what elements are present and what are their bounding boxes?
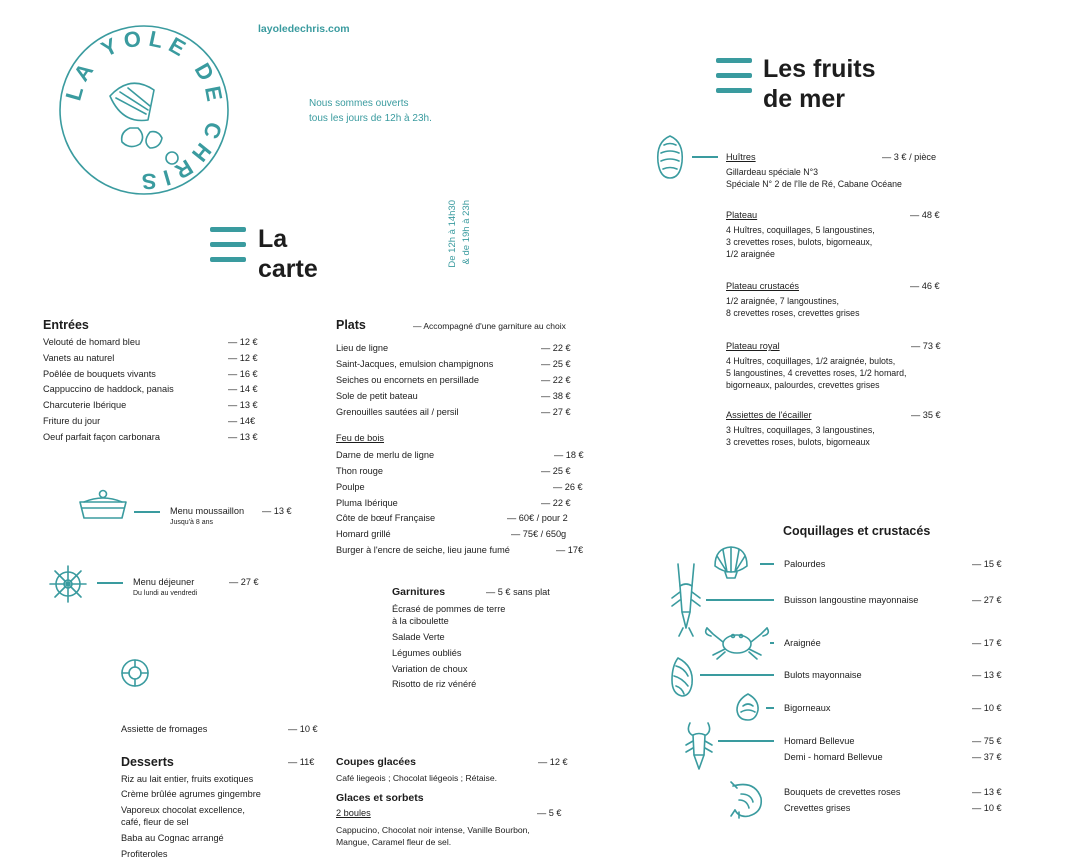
fruits-item-desc: 4 Huîtres, coquillages, 1/2 araignée, bulots, 5 langoustines, 4 crevettes roses, 1/2 homard, bigorneaux, palourdes, crevettes grises [726, 356, 907, 390]
coquillage-item-name: Bouquets de crevettes roses [784, 787, 901, 797]
entree-item-name: Poêlée de bouquets vivants [43, 368, 156, 379]
lobster-icon [684, 721, 714, 773]
plat-item-name: Lieu de ligne [336, 343, 389, 353]
oyster-icon [654, 133, 686, 181]
coquillage-line [770, 642, 774, 644]
coquillages-heading: Coquillages et crustacés [783, 524, 931, 538]
plat-item-name: Saint-Jacques, emulsion champignons [336, 359, 494, 369]
dessert-item: Riz au lait entier, fruits exotiques [121, 774, 254, 784]
entrees-heading: Entrées [43, 318, 89, 332]
periwinkle-icon [735, 692, 761, 722]
fruits-item-desc: 3 Huîtres, coquillages, 3 langoustines, 3 crevettes roses, bulots, bigorneaux [726, 425, 875, 447]
plat-item-name: Grenouilles sautées ail / persil [336, 407, 459, 417]
garniture-item: Écrasé de pommes de terre à la ciboulette [392, 604, 506, 626]
feu-item-name: Darne de merlu de ligne [336, 450, 435, 460]
feu-item-price: — 17€ [556, 545, 584, 555]
lifebuoy-icon [120, 658, 150, 688]
coquillage-item-price: — 13 € [972, 787, 1002, 797]
title-bars-icon [210, 227, 246, 272]
coquillage-item-name: Araignée [784, 638, 821, 648]
website-link[interactable]: layoledechris.com [258, 23, 350, 35]
coquillage-item-name: Bulots mayonnaise [784, 670, 862, 680]
feu-item-name: Poulpe [336, 482, 365, 492]
menu-dejeuner-sub: Du lundi au vendredi [133, 590, 198, 597]
scallop-icon [711, 544, 751, 582]
fromages-price: — 10 € [288, 724, 318, 734]
fruits-item-desc: Gillardeau spéciale N°3 Spéciale N° 2 de l'île de Ré, Cabane Océane [726, 167, 902, 189]
huitres-line [692, 156, 718, 158]
plat-item-name: Sole de petit bateau [336, 391, 418, 401]
coquillage-line [718, 740, 774, 742]
coquillage-item-name: Palourdes [784, 559, 826, 569]
plat-item-price: — 27 € [541, 407, 571, 417]
menu-moussaillon-price: — 13 € [262, 506, 292, 516]
plat-item-price: — 38 € [541, 391, 571, 401]
fruits-item-price: — 35 € [911, 410, 941, 420]
fruits-item-price: — 73 € [911, 341, 941, 351]
coupes-heading: Coupes glacées [336, 756, 416, 768]
feu-de-bois-heading: Feu de bois [336, 433, 385, 443]
fruits-item-name: Assiettes de l'écailler [726, 410, 812, 420]
entree-item-price: — 12 € [228, 352, 258, 363]
coquillage-line [766, 707, 774, 709]
fromages-name: Assiette de fromages [121, 724, 208, 734]
feu-item-name: Pluma Ibérique [336, 498, 398, 508]
basket-icon [78, 488, 128, 522]
langoustine-icon [670, 562, 702, 638]
fruits-item-price: — 46 € [910, 281, 940, 291]
entree-item-name: Cappuccino de haddock, panais [43, 384, 174, 395]
fruits-title-bars-icon [716, 58, 752, 103]
fruits-item-desc: 1/2 araignée, 7 langoustines, 8 crevettes roses, crevettes grises [726, 296, 860, 318]
service-hours [446, 200, 476, 280]
coquillage-item-price: — 10 € [972, 803, 1002, 813]
fruits-item-name: Plateau [726, 210, 758, 220]
feu-item-name: Thon rouge [336, 466, 383, 476]
garnitures-price: — 5 € sans plat [486, 587, 550, 597]
crab-icon [701, 622, 773, 660]
glaces-desc: Cappucino, Chocolat noir intense, Vanille Bourbon, Mangue, Caramel fleur de sel. [336, 825, 530, 847]
dessert-item: Profiteroles [121, 849, 168, 859]
entree-item-name: Oeuf parfait façon carbonara [43, 431, 160, 442]
feu-item-price: — 25 € [541, 466, 571, 476]
fruits-item-price: — 3 € / pièce [882, 152, 937, 162]
opening-hours: Nous sommes ouverts tous les jours de 12h à 23h. [309, 98, 432, 124]
shrimp-icon [727, 778, 767, 820]
menu-moussaillon-sub: Jusqu'à 8 ans [170, 519, 213, 526]
fruits-item-desc: 4 Huîtres, coquillages, 5 langoustines, 3 crevettes roses, bulots, bigorneaux, 1/2 araignée [726, 225, 875, 259]
feu-item-price: — 22 € [541, 498, 571, 508]
garniture-item: Salade Verte [392, 632, 445, 642]
glaces-heading: Glaces et sorbets [336, 792, 424, 804]
feu-item-price: — 60€ / pour 2 [507, 513, 568, 523]
svg-text:LA YOLE DE CHRIS [61, 25, 229, 194]
feu-item-price: — 26 € [553, 482, 583, 492]
entree-item-name: Charcuterie Ibérique [43, 400, 127, 411]
fruits-item-name: Plateau royal [726, 341, 780, 351]
coquillage-line [706, 599, 774, 601]
menu-moussaillon-line [134, 511, 160, 513]
fruits-title: Les fruits de mer [763, 55, 876, 113]
mussel-icon [110, 83, 178, 164]
menu-dejeuner-name: Menu déjeuner [133, 577, 195, 587]
coquillage-item-name: Homard Bellevue [784, 736, 855, 746]
dessert-item: Vaporeux chocolat excellence, café, fleur de sel [121, 805, 245, 827]
fruits-item-price: — 48 € [910, 210, 940, 220]
coquillage-item-name: Buisson langoustine mayonnaise [784, 595, 919, 605]
coquillage-item-price: — 10 € [972, 703, 1002, 713]
coquillage-item-name: Bigorneaux [784, 703, 831, 713]
coquillage-item-price: — 15 € [972, 559, 1002, 569]
plat-item-name: Seiches ou encornets en persillade [336, 375, 480, 385]
coquillage-item-price: — 17 € [972, 638, 1002, 648]
helm-wheel-icon [48, 564, 88, 604]
logo-text: LA YOLE DE CHRIS [60, 25, 229, 195]
coquillage-line [700, 674, 774, 676]
glaces-price: — 5 € [537, 808, 562, 818]
desserts-heading: Desserts [121, 755, 174, 769]
feu-item-name: Burger à l'encre de seiche, lieu jaune fumé [336, 545, 510, 555]
entree-item-price: — 14 € [228, 384, 258, 395]
desserts-price: — 11€ [288, 757, 315, 767]
plat-item-price: — 22 € [541, 343, 571, 353]
coquillage-item-price: — 27 € [972, 595, 1002, 605]
plat-item-price: — 22 € [541, 375, 571, 385]
entree-item-price: — 14€ [228, 416, 256, 426]
coupes-price: — 12 € [538, 757, 568, 767]
plat-item-price: — 25 € [541, 359, 571, 369]
dessert-item: Baba au Cognac arrangé [121, 833, 224, 843]
menu-dejeuner-price: — 27 € [229, 577, 259, 587]
fruits-item-name: Huîtres [726, 152, 756, 162]
feu-item-name: Homard grillé [336, 529, 391, 539]
whelk-icon [668, 656, 696, 698]
feu-item-name: Côte de bœuf Française [336, 513, 436, 523]
coquillage-item-name: Crevettes grises [784, 803, 851, 813]
garnitures-heading: Garnitures [392, 586, 446, 598]
coquillage-item-price: — 37 € [972, 752, 1002, 762]
service-hours-dinner: & de 19h à 23h [461, 200, 472, 265]
plats-note: — Accompagné d'une garniture au choix [413, 321, 566, 331]
entree-item-name: Friture du jour [43, 416, 101, 426]
entree-item-name: Vanets au naturel [43, 352, 115, 363]
fruits-item-name: Plateau crustacés [726, 281, 800, 291]
garniture-item: Risotto de riz vénéré [392, 679, 477, 689]
coquillage-item-name: Demi - homard Bellevue [784, 752, 883, 762]
coquillage-item-price: — 75 € [972, 736, 1002, 746]
glaces-sub: 2 boules [336, 808, 371, 818]
entree-item-price: — 13 € [228, 400, 258, 411]
entree-item-name: Velouté de homard bleu [43, 337, 141, 347]
feu-item-price: — 18 € [554, 450, 584, 460]
garniture-item: Légumes oubliés [392, 648, 462, 658]
menu-moussaillon-name: Menu moussaillon [170, 506, 245, 516]
carte-title: La carte [258, 225, 318, 283]
coupes-desc: Café liegeois ; Chocolat liégeois ; Rétaise. [336, 773, 497, 783]
menu-dejeuner-line [97, 582, 123, 584]
plats-heading: Plats [336, 318, 366, 332]
coquillage-line [760, 563, 774, 565]
garniture-item: Variation de choux [392, 664, 468, 674]
dessert-item: Crème brûlée agrumes gingembre [121, 789, 261, 799]
coquillage-item-price: — 13 € [972, 670, 1002, 680]
entree-item-price: — 12 € [228, 337, 258, 347]
service-hours-lunch: De 12h à 14h30 [447, 200, 458, 268]
logo [58, 24, 230, 196]
entree-item-price: — 13 € [228, 431, 258, 442]
entree-item-price: — 16 € [228, 368, 258, 379]
feu-item-price: — 75€ / 650g [511, 529, 567, 539]
